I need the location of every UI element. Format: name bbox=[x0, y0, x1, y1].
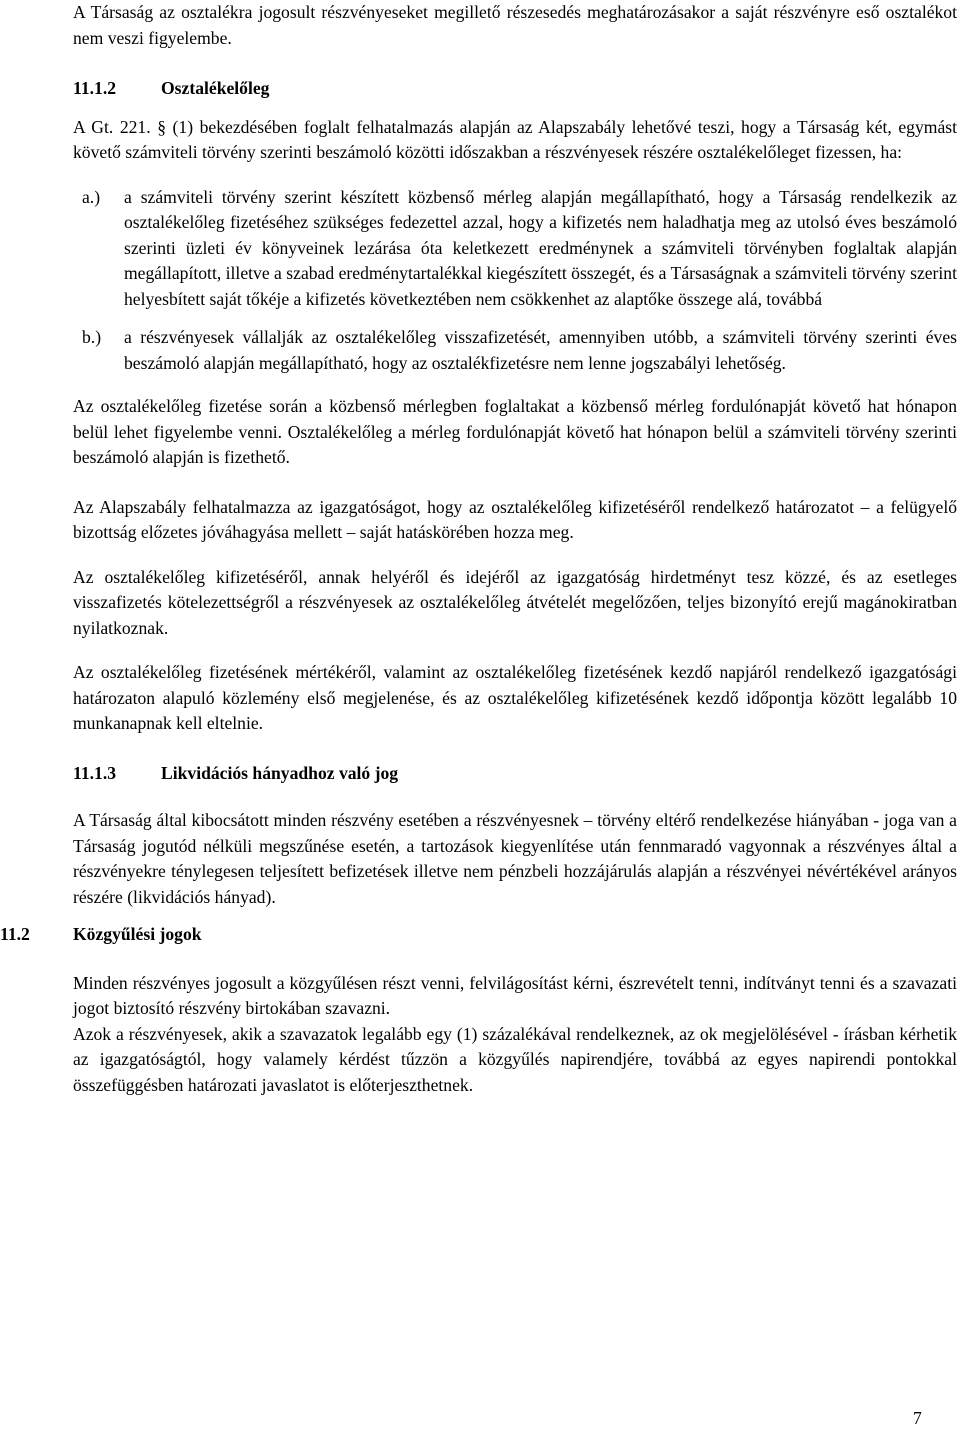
section-heading-11-2 bbox=[0, 922, 957, 948]
list-marker: a.) bbox=[82, 186, 101, 207]
paragraph-likvidacio: A Társaság által kibocsátott minden részvény esetében a részvényesnek – törvény eltérő rendelkezése hiányában - joga van a Társaság jogutód nélküli megszűnése esetén, a tartozások kiegyenlítése után fennmaradó vagyonnak a részvényes által a részvényekre ténylegesen teljesített befizetések illetve nem pénzbeli hozzájárulás alapján a részvényei névértékével arányos részére (likvidációs hányad). bbox=[73, 810, 957, 907]
paragraph-gt: A Gt. 221. § (1) bekezdésében foglalt felhatalmazás alapján az Alapszabály lehetővé teszi, hogy a Társaság két, egymást követő számviteli törvény szerinti beszámoló közötti időszakban a részvényesek részére osztalékelőleget fizessen, ha: bbox=[73, 116, 957, 162]
section-heading-11-1-2 bbox=[73, 76, 957, 102]
list-marker: b.) bbox=[82, 327, 102, 347]
list-item bbox=[73, 185, 957, 313]
section-number: 11.1.2 bbox=[73, 78, 117, 98]
paragraph-hirdetmeny: Az osztalékelőleg kifizetéséről, annak helyéről és idejéről az igazgatóság hirdetményt tesz közzé, és az esetleges visszafizetés kötelezettségről a részvényesek az osztalékelőleg átvételét megelőzően, teljes bizonyító erejű magánokiratban nyilatkoznak. bbox=[73, 566, 957, 638]
section-heading-11-1-3 bbox=[73, 761, 957, 787]
section-number: 11.2 bbox=[0, 924, 30, 944]
section-title: Likvidációs hányadhoz való jog bbox=[161, 762, 399, 783]
list-item-text: a számviteli törvény szerint készített közbenső mérleg alapján megállapítható, hogy a Társaság rendelkezik az osztalékelőleg fizetéséhez szükséges fedezettel azzal, hogy a kifizetés nem haladhatja meg az utolsó éves beszámoló szerinti üzleti év könyveinek lezárása óta keletkezett eredménynek a számviteli törvényben foglaltak alapján megállapított, illetve a szabad eredménytartalékkal kiegészített összegét, és a Társaságnak a számviteli törvény szerint helyesbített saját tőkéje a kifizetés következtében nem csökkenhet az alaptőke összege alá, továbbá bbox=[124, 186, 957, 309]
condition-list bbox=[73, 185, 957, 377]
section-title: Osztalékelőleg bbox=[161, 78, 270, 98]
list-item-text: a részvényesek vállalják az osztalékelőleg visszafizetését, amennyiben utóbb, a számviteli törvény szerinti éves beszámoló alapján megállapítható, hogy az osztalékfizetésre nem lenne jogszabályi lehetőség. bbox=[124, 327, 957, 373]
paragraph-fizetes: Az osztalékelőleg fizetése során a közbenső mérlegben foglaltakat a közbenső mérleg fordulónapját követő hat hónapon belül lehet figyelembe venni. Osztalékelőleg a mérleg fordulónapját követő hat hónapon belül a számviteli törvény szerinti beszámoló alapján is fizethető. bbox=[73, 396, 957, 467]
paragraph-felhatalmazas: Az Alapszabály felhatalmazza az igazgatóságot, hogy az osztalékelőleg kifizetéséről rendelkező határozatot – a felügyelő bizottság előzetes jóváhagyása mellett – saját hatáskörében hozza meg. bbox=[73, 496, 957, 542]
page-number: 7 bbox=[913, 1408, 922, 1428]
paragraph-mertek: Az osztalékelőleg fizetésének mértékéről, valamint az osztalékelőleg fizetésének kezdő napjáról rendelkező igazgatósági határozaton alapuló közlemény első megjelenése, és az osztalékelőleg kifizetésének kezdő időpontja között legalább 10 munkanapnak kell eltelnie. bbox=[73, 662, 957, 733]
paragraph-szavazatok: Azok a részvényesek, akik a szavazatok legalább egy (1) százalékával rendelkeznek, az ok megjelölésével - írásban kérhetik az igazgatóságtól, hogy valamely kérdést tűzzön a közgyűlés napirendjére, továbbá az egyes napirendi pontokkal összefüggésben határozati javaslatot is előterjeszthetnek. bbox=[73, 1023, 957, 1095]
list-item bbox=[73, 325, 957, 376]
section-number: 11.1.3 bbox=[73, 762, 117, 783]
section-title: Közgyűlési jogok bbox=[73, 924, 202, 944]
paragraph-kozgyules: Minden részvényes jogosult a közgyűlésen részt venni, felvilágosítást kérni, észrevételt tenni, indítványt tenni és a szavazati jogot biztosító részvény birtokában szavazni. bbox=[73, 972, 957, 1018]
paragraph-intro: A Társaság az osztalékra jogosult részvényeseket megillető részesedés meghatározásakor a saját részvényre eső osztalékot nem veszi figyelembe. bbox=[73, 2, 957, 48]
